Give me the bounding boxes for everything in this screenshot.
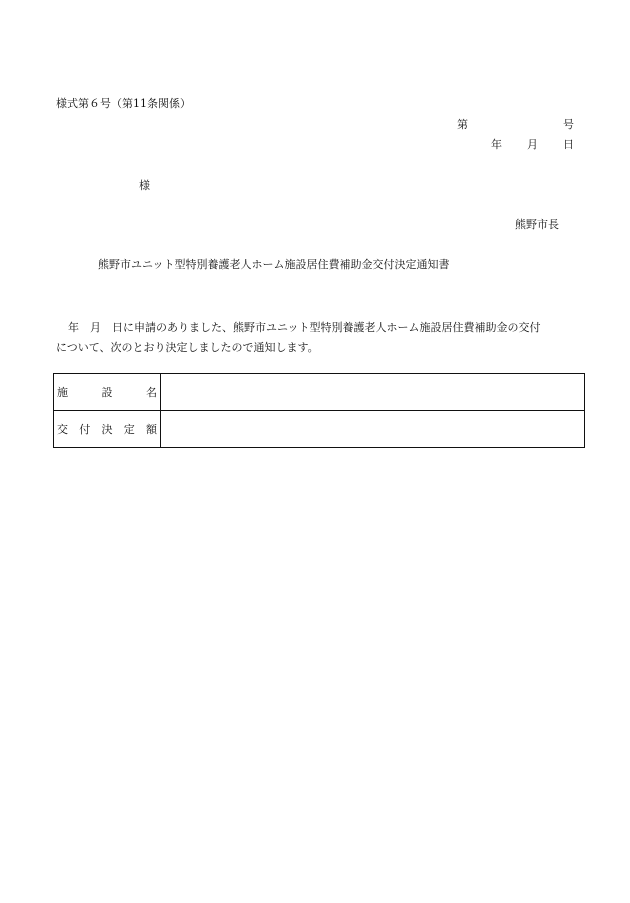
recipient-honorific: 様 (139, 179, 150, 192)
facility-name-label (54, 374, 161, 411)
body-line-1: 年 月 日に申請のありました、熊野市ユニット型特別養護老人ホーム施設居住費補助金の交付 (68, 321, 541, 334)
document-title: 熊野市ユニット型特別養護老人ホーム施設居住費補助金交付決定通知書 (98, 258, 450, 271)
sender-name: 熊野市長 (515, 218, 559, 231)
grant-amount-label (54, 411, 161, 448)
label-char: 付 (79, 423, 91, 436)
table-row-facility-name (54, 374, 585, 411)
form-number: 様式第６号（第11条関係） (56, 97, 191, 110)
label-char: 名 (146, 386, 157, 399)
label-char: 設 (101, 386, 113, 399)
body-line-2: について、次のとおり決定しましたので通知します。 (56, 341, 319, 354)
facility-name-value[interactable] (161, 374, 585, 411)
facility-info-table (53, 373, 585, 448)
label-char: 決 (101, 423, 113, 436)
label-char: 施 (57, 386, 68, 399)
date-day-label: 日 (563, 138, 574, 151)
label-char: 定 (123, 423, 135, 436)
grant-amount-value[interactable] (161, 411, 585, 448)
document-number-suffix: 号 (563, 118, 574, 131)
date-year-label: 年 (491, 138, 502, 151)
date-month-label: 月 (527, 138, 538, 151)
table-row-grant-amount (54, 411, 585, 448)
label-char: 額 (146, 423, 157, 436)
document-number-prefix: 第 (457, 118, 468, 131)
label-char: 交 (57, 423, 68, 436)
body-paragraph (56, 318, 586, 358)
